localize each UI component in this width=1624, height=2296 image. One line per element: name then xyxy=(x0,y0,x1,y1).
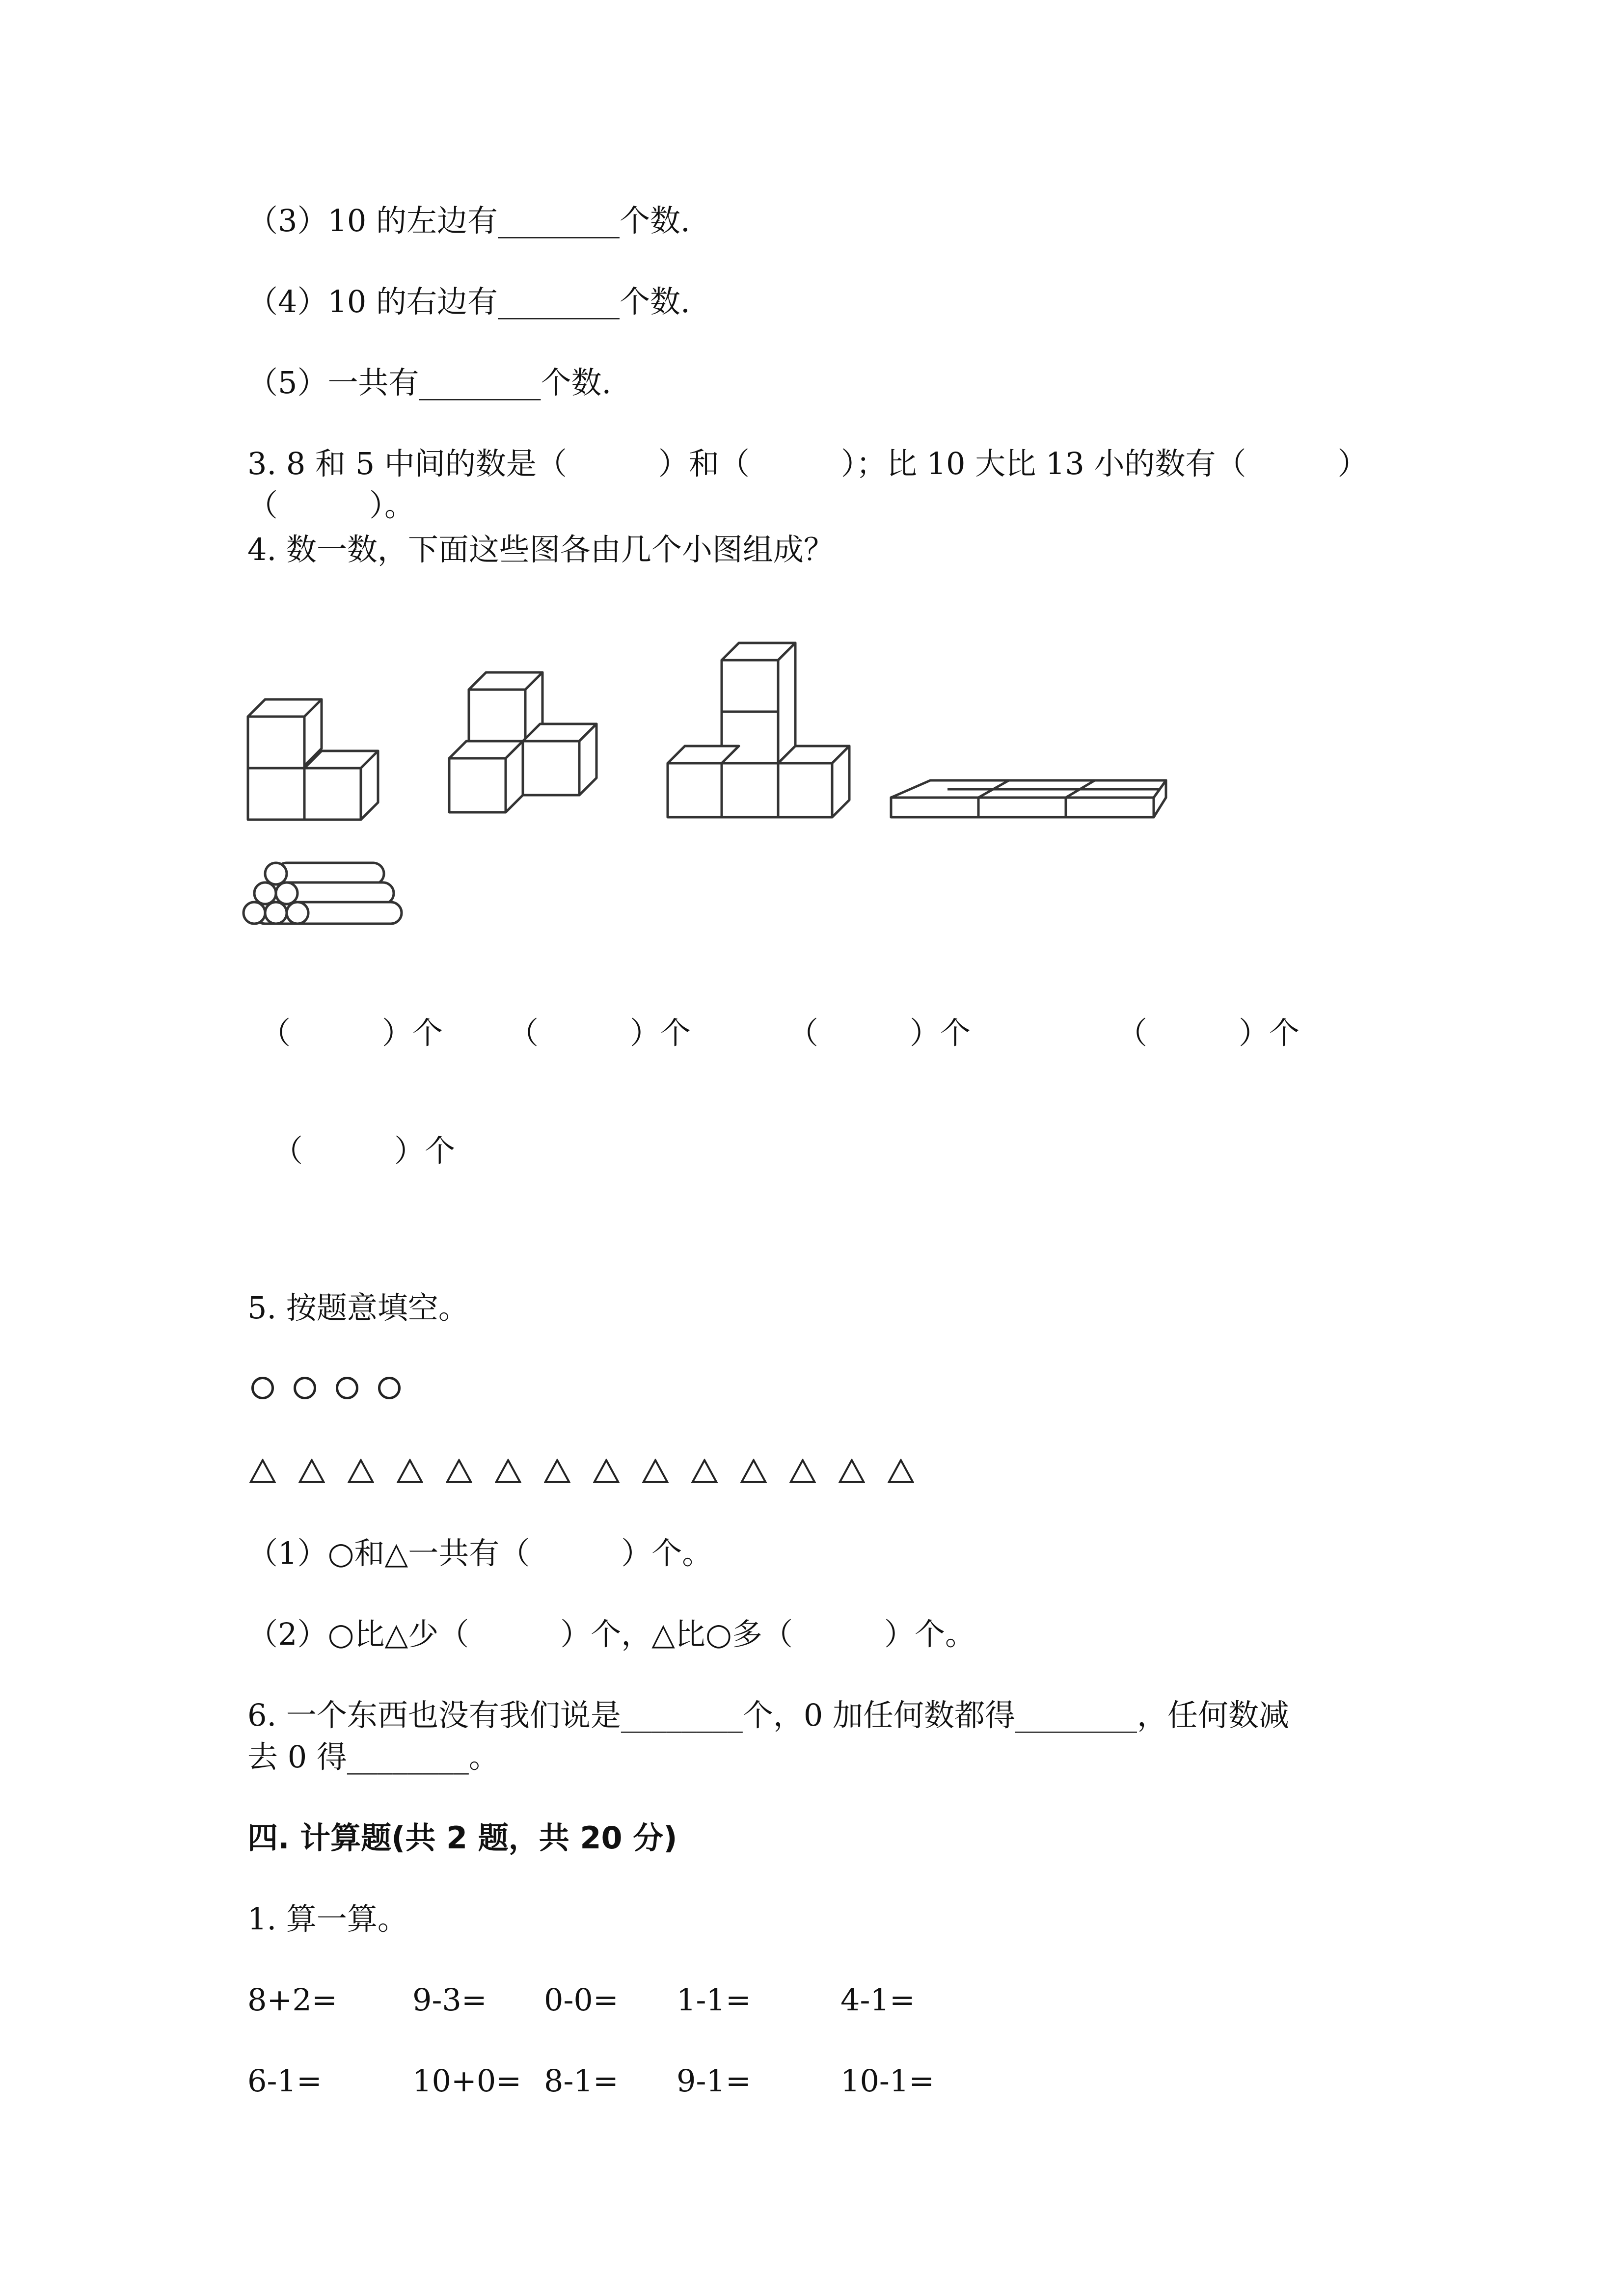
q5-sub1: （1）○和△一共有（ ）个。 xyxy=(247,1535,713,1571)
calc-item: 9-3= xyxy=(412,1982,487,2018)
q3-line1: 3. 8 和 5 中间的数是（ ）和（ ）；比 10 大比 13 小的数有（ ） xyxy=(247,446,1368,481)
circle-icon xyxy=(251,1377,274,1399)
figure-6-flat-tiles xyxy=(889,751,1168,829)
q2-sub-4: （4）10 的右边有________个数. xyxy=(247,284,690,320)
triangle-icon xyxy=(839,1459,865,1483)
figure-3-cubes-stacked xyxy=(447,670,609,827)
triangle-icon xyxy=(740,1459,767,1483)
calc-item: 1-1= xyxy=(677,1982,751,2018)
q5-sub2: （2）○比△少（ ）个，△比○多（ ）个。 xyxy=(247,1616,976,1652)
calc-item: 8-1= xyxy=(544,2063,619,2099)
calc-item: 10+0= xyxy=(412,2063,522,2099)
calc-item: 0-0= xyxy=(544,1982,619,2018)
triangle-icon xyxy=(495,1459,521,1483)
calc-item: 9-1= xyxy=(677,2063,751,2099)
q4-blank-2[interactable]: （ ）个 xyxy=(508,1015,691,1051)
q4-blank-3[interactable]: （ ）个 xyxy=(788,1015,971,1051)
circle-icon xyxy=(378,1377,401,1399)
calc-item: 10-1= xyxy=(840,2063,935,2099)
triangle-icon xyxy=(397,1459,423,1483)
calc-item: 4-1= xyxy=(840,1982,915,2018)
figure-logs-stack xyxy=(245,859,407,933)
q4-prompt: 4. 数一数，下面这些图各由几个小图组成？ xyxy=(247,532,834,567)
q6-line2: 去 0 得________。 xyxy=(247,1739,499,1775)
q4-blank-5[interactable]: （ ）个 xyxy=(272,1133,456,1169)
calc-item: 8+2= xyxy=(247,1982,337,2018)
triangle-icon xyxy=(593,1459,620,1483)
triangle-icon xyxy=(544,1459,570,1483)
q3-line2: （ ）。 xyxy=(247,487,415,523)
section4-title: 四. 计算题(共 2 题，共 20 分) xyxy=(247,1820,677,1856)
q2-sub-3: （3）10 的左边有________个数. xyxy=(247,203,690,239)
q4-blank-1[interactable]: （ ）个 xyxy=(260,1015,443,1051)
figure-5-cubes-tower xyxy=(668,638,864,829)
triangle-icon xyxy=(789,1459,816,1483)
q6-line1: 6. 一个东西也没有我们说是________个，0 加任何数都得________，任何数减 xyxy=(247,1697,1290,1733)
triangle-icon xyxy=(446,1459,472,1483)
figure-3-cubes xyxy=(245,687,393,829)
calc-item: 6-1= xyxy=(247,2063,322,2099)
q2-sub-5: （5）一共有________个数. xyxy=(247,365,612,400)
triangle-icon xyxy=(642,1459,669,1483)
circle-icon xyxy=(294,1377,316,1399)
triangle-icon xyxy=(691,1459,718,1483)
triangle-icon xyxy=(249,1459,276,1483)
q5-prompt: 5. 按题意填空。 xyxy=(247,1290,469,1326)
circle-icon xyxy=(336,1377,358,1399)
triangle-icon xyxy=(888,1459,914,1483)
q4-blank-4[interactable]: （ ）个 xyxy=(1117,1015,1300,1051)
s4-q1-prompt: 1. 算一算。 xyxy=(247,1901,408,1937)
triangle-icon xyxy=(298,1459,325,1483)
triangle-icon xyxy=(348,1459,374,1483)
